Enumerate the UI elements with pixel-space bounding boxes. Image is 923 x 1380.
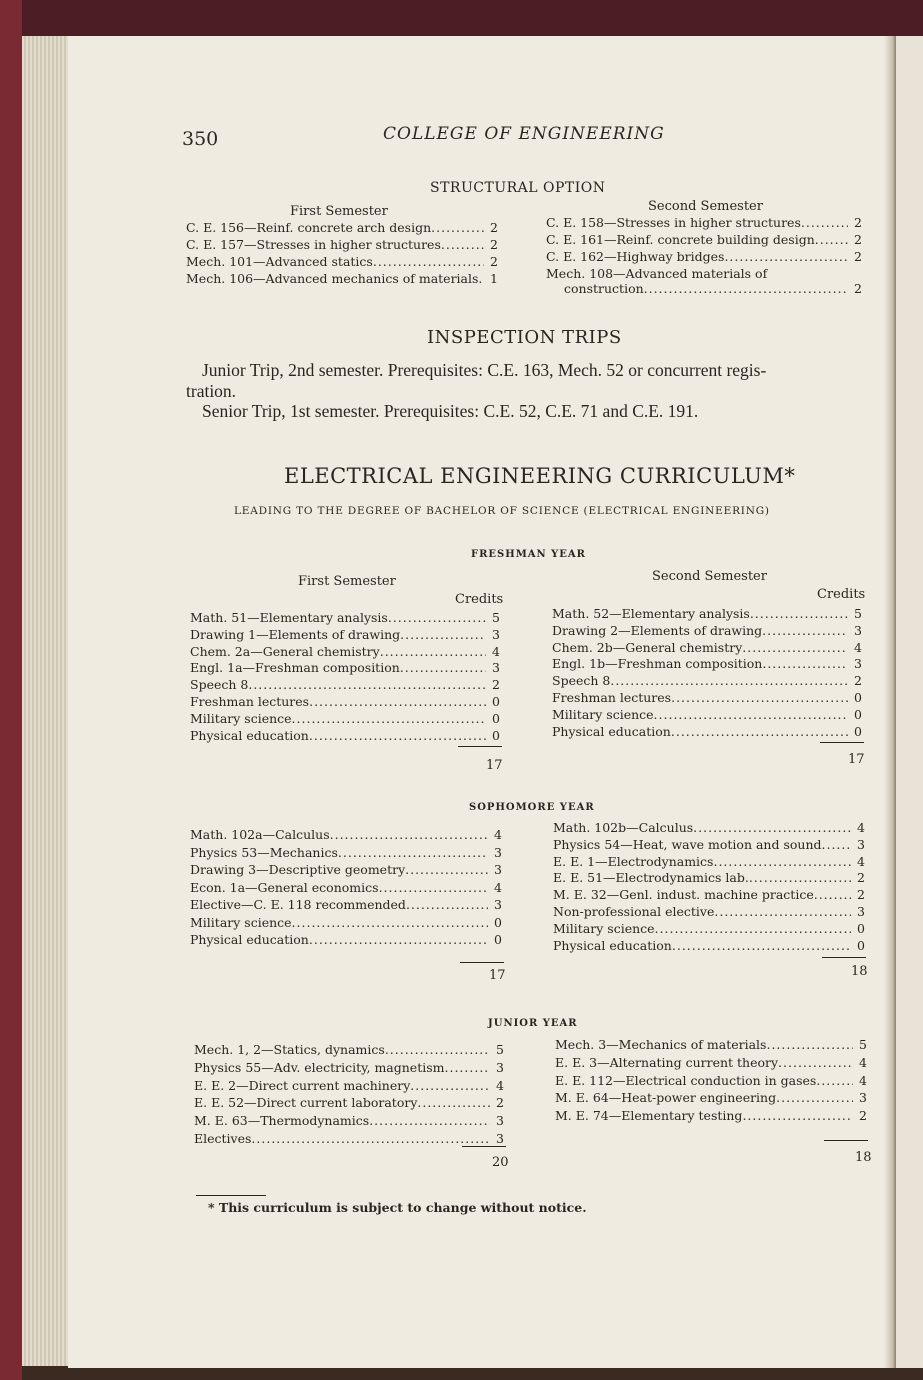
structural-option-title: STRUCTURAL OPTION: [430, 180, 606, 196]
course-name: Physical education: [190, 932, 309, 947]
total-rule: [462, 1146, 506, 1147]
leader-dots: [671, 690, 848, 707]
course-row: [194, 1077, 504, 1095]
credits-value: 0: [492, 710, 500, 726]
credits-value: 0: [492, 693, 500, 709]
sophomore-second-total: 18: [851, 964, 868, 979]
credits-value: 0: [857, 937, 865, 953]
credits-value: 5: [496, 1042, 504, 1057]
leader-dots: [248, 677, 486, 694]
course-name: Military science: [190, 710, 292, 726]
course-row: [546, 248, 862, 265]
course-row: [194, 1094, 504, 1112]
leader-dots: [724, 248, 848, 265]
course-row: [194, 1059, 504, 1077]
credits-value: 2: [854, 232, 862, 247]
credits-value: 3: [494, 862, 502, 877]
credits-value: 1: [490, 271, 498, 286]
credits-value: 2: [857, 870, 865, 886]
credits-value: 2: [492, 677, 500, 693]
course-name: Drawing 1—Elements of drawing: [190, 626, 401, 642]
course-row: [194, 1130, 504, 1148]
credits-value: 3: [496, 1130, 504, 1146]
course-name: Physical education: [552, 723, 671, 739]
leader-dots: [379, 879, 488, 897]
credits-value: 3: [854, 656, 862, 672]
credits-value: 3: [496, 1059, 504, 1075]
leader-dots: [778, 1054, 853, 1072]
course-row: [552, 656, 862, 673]
course-name: E. E. 112—Electrical conduction in gases: [555, 1072, 817, 1088]
course-name: C. E. 158—Stresses in higher structures: [546, 215, 801, 230]
course-name: M. E. 63—Thermodynamics: [194, 1113, 370, 1129]
leader-dots: [309, 931, 488, 949]
freshman-second-label: Second Semester: [652, 569, 767, 584]
sophomore-first-total: 17: [489, 968, 506, 983]
sophomore-second-list: [553, 820, 865, 954]
total-rule: [820, 742, 864, 743]
leader-dots: [822, 837, 851, 854]
credits-value: 2: [854, 215, 862, 230]
course-name: C. E. 156—Reinf. concrete arch design: [186, 220, 432, 235]
course-row: [552, 623, 862, 640]
course-name: M. E. 64—Heat-power engineering: [555, 1090, 777, 1106]
leader-dots: [742, 640, 848, 657]
course-row: [553, 887, 865, 904]
leader-dots: [417, 1094, 490, 1112]
credits-value: 2: [854, 281, 862, 296]
course-name: Engl. 1a—Freshman composition: [190, 660, 400, 676]
leader-dots: [816, 1072, 853, 1090]
leader-dots: [441, 236, 484, 253]
course-name: Non-professional elective: [553, 903, 715, 919]
course-name: Military science: [552, 706, 654, 722]
leader-dots: [776, 1089, 853, 1107]
credits-value: 4: [494, 827, 502, 842]
course-name: Physics 54—Heat, wave motion and sound: [553, 836, 822, 852]
credits-value: 0: [854, 689, 862, 705]
leader-dots: [762, 623, 848, 640]
course-name: C. E. 161—Reinf. concrete building design: [546, 232, 815, 247]
course-name: Chem. 2b—General chemistry: [552, 639, 743, 655]
course-row: [553, 854, 865, 871]
leader-dots: [431, 219, 484, 236]
course-name: E. E. 3—Alternating current theory: [555, 1054, 779, 1070]
credits-value: 2: [490, 254, 498, 269]
course-row: [552, 724, 862, 741]
course-row: [553, 938, 865, 955]
sophomore-year-title: SOPHOMORE YEAR: [469, 802, 595, 813]
course-name: Military science: [553, 920, 655, 936]
facing-page-edge: [896, 36, 923, 1368]
course-name: Physical education: [190, 727, 309, 743]
course-row: [190, 728, 500, 745]
course-name: C. E. 162—Highway bridges: [546, 249, 725, 264]
course-row: [186, 236, 498, 253]
book-cover-spine: [0, 0, 22, 1380]
course-row: [190, 844, 502, 862]
leader-dots: [815, 231, 848, 248]
course-row: [186, 219, 498, 236]
leader-dots: [385, 1041, 490, 1059]
credits-value: 4: [492, 643, 500, 659]
credits-value: 0: [857, 920, 865, 936]
course-row: [190, 931, 502, 949]
credits-value: 5: [854, 606, 862, 621]
credits-value: 3: [857, 836, 865, 852]
freshman-first-label: First Semester: [298, 574, 396, 589]
senior-trip-line: Senior Trip, 1st semester. Prerequisites: C.E. 52, C.E. 71 and C.E. 191.: [202, 401, 699, 421]
credits-value: 2: [496, 1095, 504, 1111]
course-name: Math. 102b—Calculus: [553, 820, 694, 835]
course-row: [553, 904, 865, 921]
leader-dots: [610, 673, 848, 690]
course-row: [190, 610, 500, 627]
footnote: * This curriculum is subject to change without notice.: [208, 1200, 587, 1215]
leader-dots: [750, 606, 848, 623]
ee-curriculum-title: ELECTRICAL ENGINEERING CURRICULUM*: [284, 464, 796, 488]
leader-dots: [749, 870, 851, 887]
structural-second-label: Second Semester: [648, 199, 763, 214]
credits-value: 4: [494, 879, 502, 895]
course-row: [190, 861, 502, 879]
course-name: M. E. 32—Genl. indust. machine practice: [553, 887, 814, 903]
credits-value: 0: [494, 932, 502, 947]
structural-first-list: [186, 219, 498, 287]
course-row: [555, 1107, 867, 1125]
course-row: [553, 837, 865, 854]
leader-dots: [405, 861, 488, 879]
leader-dots: [671, 724, 848, 741]
course-row: [190, 826, 502, 844]
course-row: [190, 896, 502, 914]
junior-second-list: [555, 1036, 867, 1125]
credits-value: 3: [857, 903, 865, 919]
course-name: Engl. 1b—Freshman composition: [552, 656, 763, 672]
junior-trip-line: Junior Trip, 2nd semester. Prerequisites: C.E. 163, Mech. 52 or concurrent regis-: [202, 360, 767, 380]
leader-dots: [292, 914, 488, 932]
course-name: M. E. 74—Elementary testing: [555, 1108, 743, 1124]
course-row: [552, 690, 862, 707]
structural-second-list: [546, 214, 862, 265]
course-row: [552, 606, 862, 623]
credits-value: 4: [859, 1054, 867, 1070]
course-name: Elective—C. E. 118 recommended: [190, 897, 406, 912]
freshman-year-title: FRESHMAN YEAR: [471, 549, 586, 560]
course-name: Drawing 2—Elements of drawing: [552, 622, 763, 638]
course-name: Physics 55—Adv. electricity, magnetism: [194, 1059, 445, 1075]
leader-dots: [406, 896, 488, 914]
course-name: Mech. 3—Mechanics of materials: [555, 1037, 767, 1052]
leader-dots: [388, 610, 486, 627]
course-name: Mech. 101—Advanced statics: [186, 254, 373, 269]
junior-first-total: 20: [492, 1155, 509, 1170]
credits-value: 3: [492, 626, 500, 642]
course-row: [190, 914, 502, 932]
credits-value: 3: [859, 1090, 867, 1106]
leader-dots: [380, 644, 486, 661]
leader-dots: [814, 887, 851, 904]
course-row: [190, 711, 500, 728]
leader-dots: [292, 711, 486, 728]
course-name: Drawing 3—Descriptive geometry: [190, 862, 406, 877]
leader-dots: [445, 1059, 491, 1077]
course-name: C. E. 157—Stresses in higher structures: [186, 237, 441, 252]
course-name: Speech 8: [552, 673, 611, 689]
credits-value: 4: [859, 1072, 867, 1088]
credits-value: 0: [854, 706, 862, 722]
leader-dots: [693, 820, 851, 837]
structural-second-last: [546, 266, 862, 296]
leader-dots: [338, 844, 488, 862]
credits-value: 3: [496, 1113, 504, 1129]
course-name: E. E. 51—Electrodynamics lab.: [553, 870, 749, 886]
course-row: [553, 870, 865, 887]
leader-dots: [309, 694, 486, 711]
course-name: Chem. 2a—General chemistry: [190, 643, 380, 659]
credits-value: 3: [494, 897, 502, 912]
credits-value: 0: [494, 914, 502, 930]
inspection-trips-title: INSPECTION TRIPS: [427, 327, 622, 348]
junior-trip-line-cont: tration.: [186, 381, 237, 401]
course-row: [546, 231, 862, 248]
course-name: Physical education: [553, 937, 672, 953]
credits-value: 4: [857, 820, 865, 835]
course-name: Military science: [190, 914, 292, 930]
course-name: Mech. 106—Advanced mechanics of materials: [186, 271, 479, 286]
course-row: [555, 1072, 867, 1090]
course-name: Electives: [194, 1130, 252, 1146]
course-row: [190, 660, 500, 677]
running-head: COLLEGE OF ENGINEERING: [383, 124, 665, 144]
credits-value: 2: [857, 887, 865, 903]
course-row: [190, 644, 500, 661]
course-name: E. E. 2—Direct current machinery: [194, 1077, 411, 1093]
credits-header-second: Credits: [817, 587, 866, 602]
course-name: Freshman lectures: [190, 693, 310, 709]
total-rule: [458, 746, 502, 747]
credits-value: 4: [854, 639, 862, 655]
total-rule: [460, 962, 504, 963]
leader-dots: [654, 707, 848, 724]
course-row: [190, 677, 500, 694]
credits-value: 0: [854, 723, 862, 739]
leader-dots: [251, 1130, 490, 1148]
leader-dots: [655, 921, 851, 938]
leader-dots: [400, 660, 486, 677]
structural-first-label: First Semester: [290, 204, 388, 219]
course-name: Math. 51—Elementary analysis: [190, 610, 388, 625]
course-row: [552, 673, 862, 690]
sophomore-first-list: [190, 826, 502, 949]
credits-header-first: Credits: [455, 592, 504, 607]
ee-curriculum-subtitle: LEADING TO THE DEGREE OF BACHELOR OF SCIENCE (ELECTRICAL ENGINEERING): [234, 505, 770, 517]
leader-dots: [309, 728, 486, 745]
credits-value: 0: [492, 727, 500, 743]
credits-value: 5: [492, 610, 500, 625]
leader-dots: [801, 214, 848, 231]
course-name: E. E. 52—Direct current laboratory: [194, 1095, 418, 1111]
course-row: [190, 627, 500, 644]
course-row: [552, 707, 862, 724]
course-line: Mech. 108—Advanced materials of: [546, 266, 768, 281]
credits-value: 4: [496, 1077, 504, 1093]
leader-dots: [400, 627, 486, 644]
leader-dots: [714, 904, 851, 921]
course-name: Econ. 1a—General economics: [190, 879, 379, 895]
course-row: [194, 1112, 504, 1130]
course-row: [555, 1089, 867, 1107]
leader-dots: [410, 1077, 490, 1095]
leader-dots: [762, 656, 848, 673]
junior-first-list: [194, 1041, 504, 1148]
course-row: [555, 1036, 867, 1054]
freshman-first-list: [190, 610, 500, 744]
page-edges: [22, 36, 70, 1366]
credits-value: 2: [490, 237, 498, 252]
course-name: Math. 102a—Calculus: [190, 827, 330, 842]
course-name: Math. 52—Elementary analysis: [552, 606, 750, 621]
credits-value: 2: [490, 220, 498, 235]
page-number: 350: [182, 128, 219, 150]
credits-value: 2: [854, 249, 862, 264]
leader-dots: [766, 1036, 853, 1054]
course-row: [190, 879, 502, 897]
freshman-second-list: [552, 606, 862, 740]
footnote-rule: [196, 1195, 266, 1196]
course-row: [555, 1054, 867, 1072]
course-name: Physics 53—Mechanics: [190, 844, 338, 860]
course-name: Speech 8: [190, 677, 249, 693]
leader-dots: [672, 938, 851, 955]
credits-value: 3: [492, 660, 500, 676]
credits-value: 4: [857, 853, 865, 869]
leader-dots: [330, 826, 488, 844]
course-name: Mech. 1, 2—Statics, dynamics: [194, 1042, 385, 1057]
book-cover-top: [0, 0, 923, 40]
credits-value: 3: [494, 844, 502, 860]
course-row: [186, 270, 498, 287]
freshman-second-total: 17: [848, 752, 865, 767]
credits-value: 2: [859, 1108, 867, 1124]
course-row: [194, 1041, 504, 1059]
course-row: [186, 253, 498, 270]
total-rule: [824, 1140, 868, 1141]
leader-dots: [373, 253, 484, 270]
credits-value: 2: [854, 673, 862, 689]
leader-dots: [713, 854, 851, 871]
course-row: [546, 214, 862, 231]
course-name: E. E. 1—Electrodynamics: [553, 853, 714, 869]
credits-value: 3: [854, 622, 862, 638]
freshman-first-total: 17: [486, 758, 503, 773]
course-row: [552, 640, 862, 657]
junior-year-title: JUNIOR YEAR: [488, 1018, 578, 1029]
course-row: [553, 820, 865, 837]
junior-second-total: 18: [855, 1150, 872, 1165]
leader-dots: [742, 1107, 853, 1125]
course-name: Freshman lectures: [552, 689, 672, 705]
course-line: construction: [564, 281, 644, 296]
course-row: [190, 694, 500, 711]
total-rule: [822, 957, 866, 958]
course-row: [553, 921, 865, 938]
credits-value: 5: [859, 1037, 867, 1052]
leader-dots: [369, 1112, 490, 1130]
